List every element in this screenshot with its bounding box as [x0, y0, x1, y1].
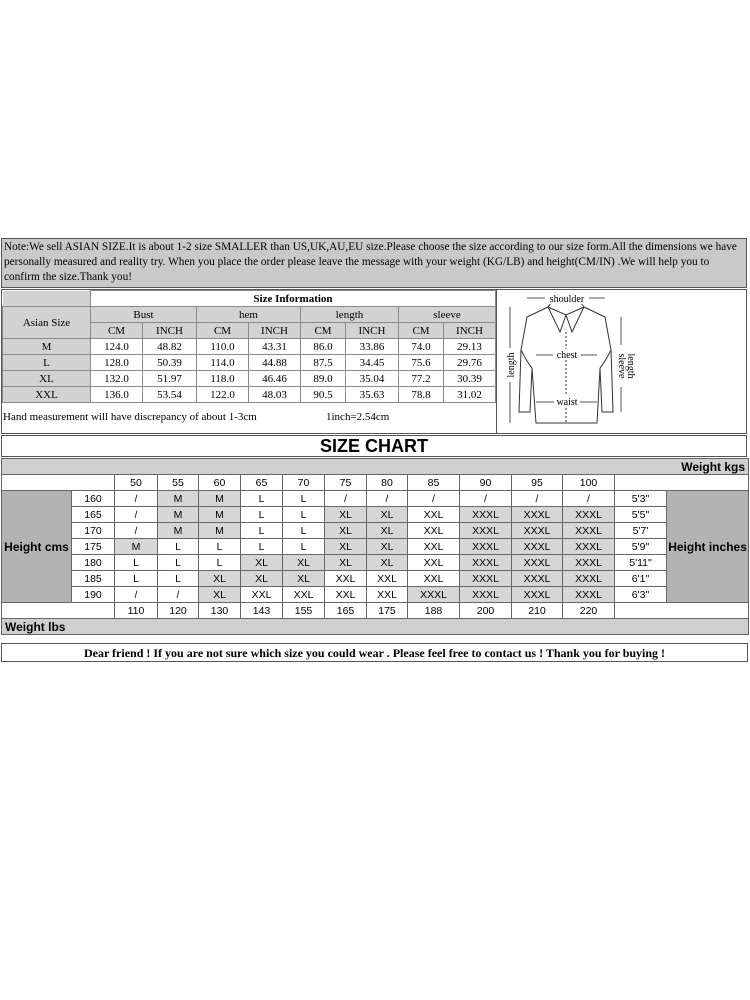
size-cell: XXL [408, 507, 460, 523]
measurement-cell: 51.97 [143, 371, 197, 387]
size-cell: XXXL [563, 555, 615, 571]
size-cell: L [241, 523, 283, 539]
kg-header: 80 [367, 475, 408, 491]
shirt-diagram [497, 289, 747, 434]
size-cell: L [241, 539, 283, 555]
measurement-cell: 33.86 [346, 339, 399, 355]
lbs-value: 130 [199, 603, 241, 619]
size-cell: M [158, 507, 199, 523]
size-cell: XL [367, 555, 408, 571]
measurement-cell: 46.46 [249, 371, 301, 387]
size-cell: XL [199, 571, 241, 587]
size-cell: / [512, 491, 563, 507]
length-label: length [506, 352, 517, 378]
lbs-value: 220 [563, 603, 615, 619]
size-cell: / [563, 491, 615, 507]
measurement-cell: 87.5 [301, 355, 346, 371]
size-cell: M [158, 523, 199, 539]
size-cell: M [199, 523, 241, 539]
kg-header: 65 [241, 475, 283, 491]
waist-label: waist [556, 397, 578, 408]
measurement-cell: 50.39 [143, 355, 197, 371]
measurement-cell: 128.0 [91, 355, 143, 371]
size-cell: XXL [325, 587, 367, 603]
lbs-value: 143 [241, 603, 283, 619]
kg-header: 70 [283, 475, 325, 491]
measurement-cell: 34.45 [346, 355, 399, 371]
measurement-cell: 90.5 [301, 387, 346, 403]
size-cell: XXXL [563, 523, 615, 539]
corner-cell [2, 603, 115, 619]
measurement-cell: 77.2 [399, 371, 444, 387]
size-cell: XXXL [563, 507, 615, 523]
cm-value: 180 [72, 555, 115, 571]
size-cell: M [199, 491, 241, 507]
size-cell: XXXL [460, 523, 512, 539]
size-cell: XL [325, 555, 367, 571]
size-cell: M [115, 539, 158, 555]
size-cell: XXXL [408, 587, 460, 603]
size-cell: XXXL [512, 523, 563, 539]
size-label: M [3, 339, 91, 355]
kg-header: 50 [115, 475, 158, 491]
size-cell: XXXL [563, 571, 615, 587]
measurement-cell: 124.0 [91, 339, 143, 355]
lbs-value: 110 [115, 603, 158, 619]
size-cell: XXXL [460, 539, 512, 555]
unit-header: CM [399, 323, 444, 339]
size-chart-grid [1, 458, 749, 635]
size-cell: XXXL [512, 507, 563, 523]
lbs-value: 120 [158, 603, 199, 619]
height-row [2, 491, 749, 507]
size-cell: XL [325, 523, 367, 539]
unit-header: CM [197, 323, 249, 339]
size-cell: XXXL [512, 587, 563, 603]
lbs-value: 155 [283, 603, 325, 619]
height-row [2, 571, 749, 587]
weight-kgs-label: Weight kgs [2, 459, 749, 475]
size-cell: / [115, 491, 158, 507]
size-note: Note:We sell ASIAN SIZE.It is about 1-2 size SMALLER than US,UK,AU,EU size.Please choose the size according to our size form.All the dimensions we have personally measured and reality try. When you place the order please leave the message with your weight (KG/LB) and height(CM/IN) .We will help you to confirm the size.Thank you! [1, 238, 747, 288]
size-info-title: Size Information [91, 291, 496, 307]
lbs-value: 188 [408, 603, 460, 619]
size-cell: L [158, 555, 199, 571]
size-label: XL [3, 371, 91, 387]
unit-header: CM [91, 323, 143, 339]
size-cell: XXXL [460, 587, 512, 603]
size-cell: L [283, 539, 325, 555]
corner-cell [615, 603, 749, 619]
size-cell: / [325, 491, 367, 507]
unit-header: INCH [346, 323, 399, 339]
inch-value: 5'5" [615, 507, 667, 523]
inch-value: 5'9" [615, 539, 667, 555]
height-row [2, 539, 749, 555]
measurement-cell: 114.0 [197, 355, 249, 371]
size-cell: / [158, 587, 199, 603]
measurement-cell: 35.04 [346, 371, 399, 387]
size-cell: XXL [325, 571, 367, 587]
measurement-cell: 29.13 [444, 339, 496, 355]
cm-value: 160 [72, 491, 115, 507]
inch-value: 5'11" [615, 555, 667, 571]
group-header: sleeve [399, 307, 496, 323]
lbs-value: 210 [512, 603, 563, 619]
size-cell: XXL [408, 523, 460, 539]
height-inches-label: Height inches [667, 491, 749, 603]
sleeve-length-label: length [625, 353, 636, 379]
shirt-illustration [497, 290, 746, 435]
unit-header: INCH [444, 323, 496, 339]
size-cell: XXXL [512, 571, 563, 587]
measurement-cell: 44.88 [249, 355, 301, 371]
measurement-cell: 74.0 [399, 339, 444, 355]
height-cms-label: Height cms [2, 491, 72, 603]
inch-value: 5'3" [615, 491, 667, 507]
size-cell: XXXL [512, 555, 563, 571]
size-cell: L [283, 523, 325, 539]
group-header: Bust [91, 307, 197, 323]
size-cell: M [158, 491, 199, 507]
size-sheet [0, 237, 750, 663]
size-row [3, 339, 496, 355]
size-cell: / [115, 587, 158, 603]
size-cell: / [408, 491, 460, 507]
measurement-cell: 110.0 [197, 339, 249, 355]
group-header: hem [197, 307, 301, 323]
cm-value: 190 [72, 587, 115, 603]
unit-header: INCH [249, 323, 301, 339]
measurement-cell: 86.0 [301, 339, 346, 355]
size-cell: L [158, 571, 199, 587]
weight-lbs-label: Weight lbs [2, 619, 749, 635]
chest-label: chest [556, 350, 578, 361]
unit-header: CM [301, 323, 346, 339]
size-cell: XL [241, 571, 283, 587]
asian-size-header: Asian Size [3, 307, 91, 339]
size-label: L [3, 355, 91, 371]
measurement-cell: 75.6 [399, 355, 444, 371]
size-cell: XXL [241, 587, 283, 603]
cm-value: 175 [72, 539, 115, 555]
footer-message: Dear friend ! If you are not sure which size you could wear . Please feel free to contact us ! Thank you for buying ! [1, 643, 748, 662]
size-cell: XXXL [512, 539, 563, 555]
inch-value: 5'7' [615, 523, 667, 539]
size-cell: / [115, 507, 158, 523]
kg-header: 75 [325, 475, 367, 491]
size-cell: XL [367, 523, 408, 539]
size-cell: XL [367, 539, 408, 555]
measurement-cell: 35.63 [346, 387, 399, 403]
size-cell: L [115, 571, 158, 587]
inch-value: 6'1" [615, 571, 667, 587]
size-information-table [2, 290, 496, 403]
measurement-cell: 118.0 [197, 371, 249, 387]
lbs-value: 200 [460, 603, 512, 619]
size-cell: XL [241, 555, 283, 571]
lbs-value: 165 [325, 603, 367, 619]
height-row [2, 555, 749, 571]
size-cell: XXL [408, 555, 460, 571]
corner-cell [2, 475, 115, 491]
size-cell: XXXL [563, 539, 615, 555]
size-cell: XXL [283, 587, 325, 603]
size-cell: L [158, 539, 199, 555]
size-cell: XL [367, 507, 408, 523]
measurement-cell: 53.54 [143, 387, 197, 403]
unit-header: INCH [143, 323, 197, 339]
size-cell: XXXL [460, 555, 512, 571]
measurement-cell: 132.0 [91, 371, 143, 387]
size-row [3, 355, 496, 371]
lbs-value: 175 [367, 603, 408, 619]
shoulder-label: shoulder [549, 294, 585, 305]
kg-header: 95 [512, 475, 563, 491]
size-cell: XL [199, 587, 241, 603]
measurement-cell: 89.0 [301, 371, 346, 387]
kg-header: 55 [158, 475, 199, 491]
size-cell: L [115, 555, 158, 571]
size-cell: L [241, 507, 283, 523]
measurement-cell: 122.0 [197, 387, 249, 403]
size-cell: L [241, 491, 283, 507]
measurement-cell: 136.0 [91, 387, 143, 403]
size-row [3, 371, 496, 387]
size-cell: XL [283, 571, 325, 587]
inch-value: 6'3" [615, 587, 667, 603]
sleeve-label: sleeve [616, 353, 627, 379]
size-cell: XXL [408, 571, 460, 587]
measurement-cell: 78.8 [399, 387, 444, 403]
kg-header: 100 [563, 475, 615, 491]
size-cell: L [283, 507, 325, 523]
size-cell: XXXL [563, 587, 615, 603]
cm-value: 185 [72, 571, 115, 587]
inch-conversion-note: 1inch=2.54cm [326, 411, 390, 423]
size-cell: L [283, 491, 325, 507]
corner-cell [615, 475, 749, 491]
size-cell: XXL [367, 587, 408, 603]
kg-header: 85 [408, 475, 460, 491]
measurement-cell: 43.31 [249, 339, 301, 355]
size-cell: / [115, 523, 158, 539]
kg-header: 60 [199, 475, 241, 491]
size-cell: XXXL [460, 571, 512, 587]
height-row [2, 507, 749, 523]
height-row [2, 587, 749, 603]
size-cell: XL [325, 539, 367, 555]
size-cell: XXXL [460, 507, 512, 523]
measurement-cell: 48.03 [249, 387, 301, 403]
size-information-panel [1, 289, 497, 434]
measurement-cell: 48.82 [143, 339, 197, 355]
size-row [3, 387, 496, 403]
size-label: XXL [3, 387, 91, 403]
size-cell: L [199, 539, 241, 555]
height-row [2, 523, 749, 539]
size-cell: XL [325, 507, 367, 523]
size-cell: / [460, 491, 512, 507]
size-cell: XXL [367, 571, 408, 587]
kg-header: 90 [460, 475, 512, 491]
size-cell: XXL [408, 539, 460, 555]
measurement-cell: 30.39 [444, 371, 496, 387]
measurement-cell: 31.02 [444, 387, 496, 403]
size-cell: L [199, 555, 241, 571]
size-cell: XL [283, 555, 325, 571]
hand-measurement-note: Hand measurement will have discrepancy of about 1-3cm [3, 411, 257, 423]
size-cell: M [199, 507, 241, 523]
cm-value: 170 [72, 523, 115, 539]
group-header: length [301, 307, 399, 323]
size-cell: / [367, 491, 408, 507]
cm-value: 165 [72, 507, 115, 523]
measurement-cell: 29.76 [444, 355, 496, 371]
size-chart-title: SIZE CHART [1, 435, 747, 457]
